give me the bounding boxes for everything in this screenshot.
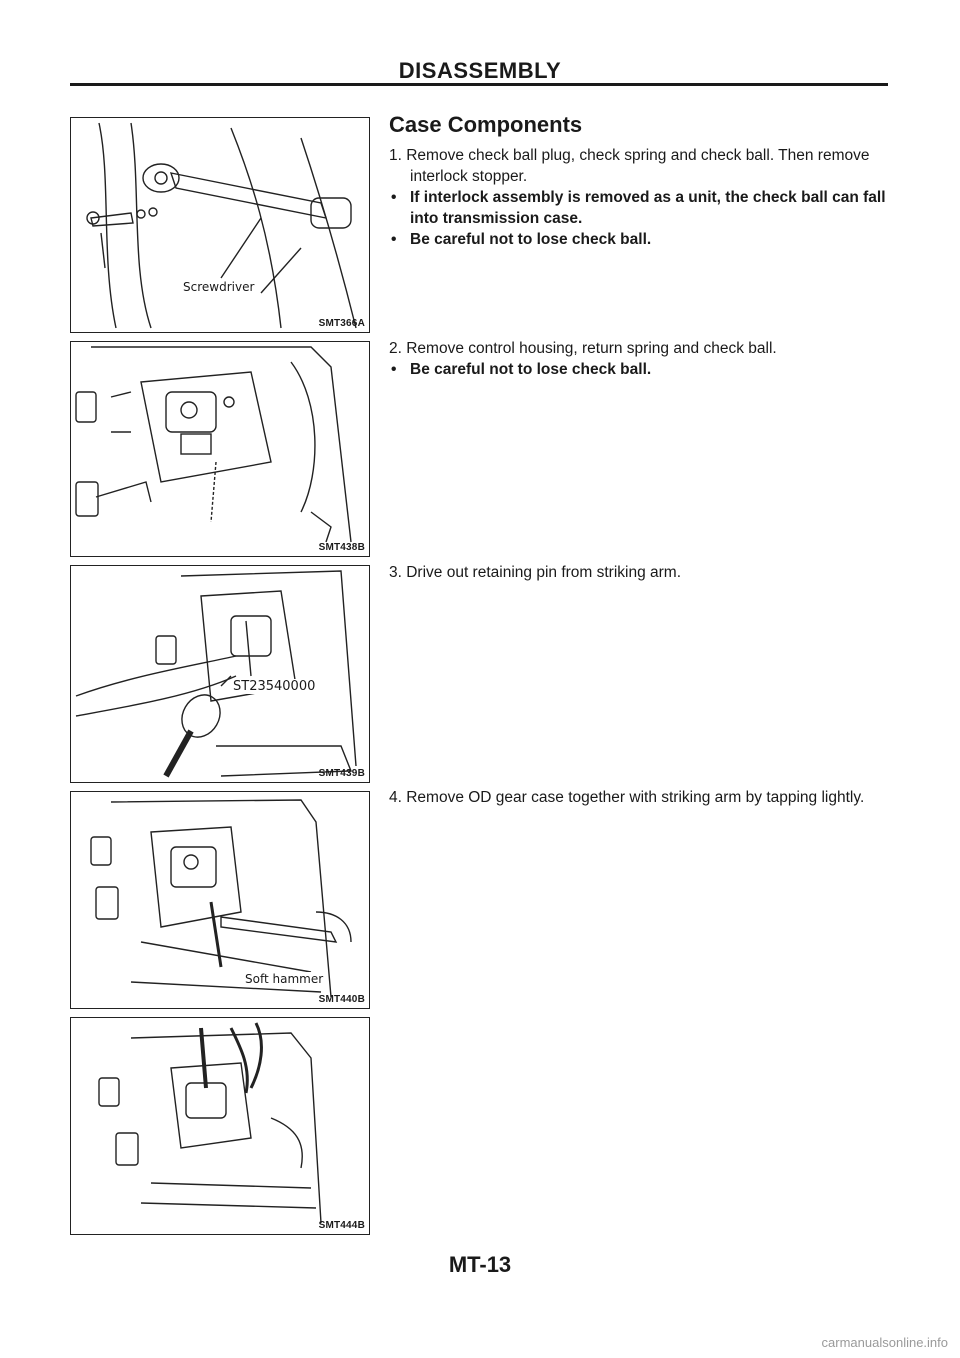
step-note-text: Be careful not to lose check ball. <box>410 361 652 378</box>
figure-code: SMT366A <box>318 318 365 329</box>
header-rule <box>70 83 888 86</box>
figure-code: SMT438B <box>318 542 365 553</box>
figure-illustration <box>71 118 369 332</box>
step-note <box>389 187 888 229</box>
bullet-icon: • <box>391 361 397 378</box>
step-2 <box>389 338 888 380</box>
step-note <box>389 359 888 380</box>
figure-label: Soft hammer <box>245 972 324 986</box>
figure-illustration <box>71 342 369 556</box>
section-title: Case Components <box>389 112 583 137</box>
figure-smt444b <box>70 1017 370 1235</box>
step-4 <box>389 787 888 808</box>
figure-smt439b <box>70 565 370 783</box>
step-note <box>389 229 888 250</box>
step-note-text: Be careful not to lose check ball. <box>410 231 652 248</box>
step-1 <box>389 145 888 250</box>
figure-code: SMT444B <box>318 1220 365 1231</box>
figure-smt366a <box>70 117 370 333</box>
figure-label: ST23540000 <box>233 679 316 694</box>
figure-code: SMT440B <box>318 994 365 1005</box>
figure-label: Screwdriver <box>183 280 255 294</box>
page-header-title: DISASSEMBLY <box>398 58 562 83</box>
figure-code: SMT439B <box>318 768 365 779</box>
step-text: 1. Remove check ball plug, check spring and check ball. Then remove interlock stopper. <box>389 147 870 185</box>
figure-smt438b <box>70 341 370 557</box>
step-text: 2. Remove control housing, return spring and check ball. <box>389 340 777 357</box>
step-text: 4. Remove OD gear case together with striking arm by tapping lightly. <box>389 789 865 806</box>
page-number: MT-13 <box>448 1252 512 1277</box>
step-text: 3. Drive out retaining pin from striking arm. <box>389 564 682 581</box>
step-note-text: If interlock assembly is removed as a unit, the check ball can fall into transmission case. <box>410 189 886 227</box>
bullet-icon: • <box>391 231 397 248</box>
bullet-icon: • <box>391 189 397 206</box>
step-3 <box>389 562 888 583</box>
watermark: carmanualsonline.info <box>821 1335 948 1350</box>
figure-illustration <box>71 566 369 782</box>
figure-illustration <box>71 1018 369 1234</box>
figure-smt440b <box>70 791 370 1009</box>
